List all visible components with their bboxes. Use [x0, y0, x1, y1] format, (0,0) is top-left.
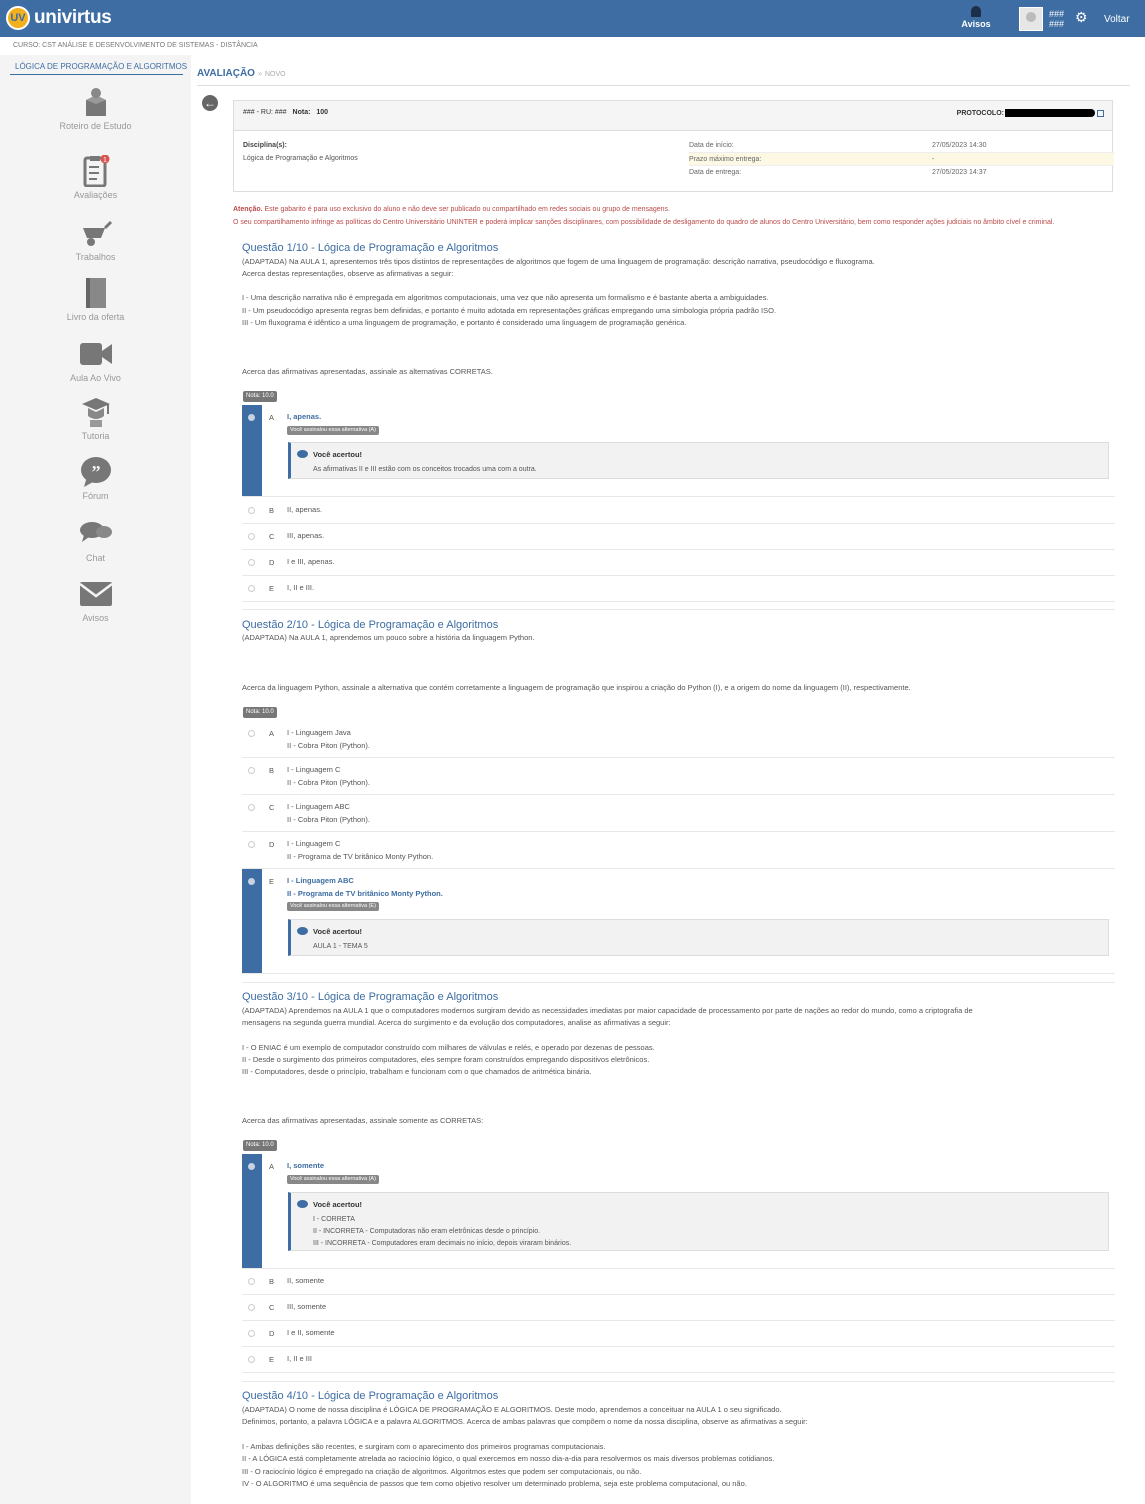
statement-line: II - Desde o surgimento dos primeiros computadores, eles sempre foram construídos empregando dispositivos eletrônicos. [242, 1055, 650, 1064]
sidebar-item-label: Chat [85, 553, 105, 563]
graduation-cap-icon [80, 396, 112, 428]
alternative-letter: B [269, 506, 275, 515]
radio-button[interactable] [248, 533, 255, 540]
user-line1: ### [1049, 9, 1065, 19]
alternative-text-line: II - Programa de TV britânico Monty Python. [287, 852, 434, 861]
alternative-letter: B [269, 1277, 275, 1286]
exam-info-box [233, 100, 1113, 192]
alternative-e[interactable] [242, 869, 1115, 974]
alternative-text-line: I - Linguagem C [287, 765, 341, 774]
radio-button[interactable] [248, 1356, 255, 1363]
logo-text: univirtus [34, 7, 112, 28]
page-title [197, 68, 286, 79]
feedback-text: As afirmativas II e III estão com os conceitos trocados uma com a outra. [313, 466, 537, 473]
title-separator: » [257, 69, 263, 78]
statement-line: III - O raciocínio lógico é empregado na criação de algoritmos. Algoritmos estes que podem ser computacionais, ou não. [242, 1467, 642, 1476]
page-title-text: AVALIAÇÃO [197, 68, 255, 79]
sidebar-item-trabalhos[interactable] [0, 217, 191, 262]
nota-value: 100 [316, 109, 329, 116]
wheelbarrow-icon [79, 217, 113, 249]
statement-line: I - Uma descrição narrativa não é empregada em algoritmos computacionais, uma vez que não apresenta um formalismo e é bastante aberta a ambiguidades. [242, 293, 769, 302]
disciplina-label: Disciplina(s): [243, 142, 287, 149]
alternative-b[interactable] [242, 758, 1115, 795]
alternative-d[interactable] [242, 1321, 1115, 1347]
radio-button[interactable] [248, 1304, 255, 1311]
top-bar [0, 0, 1145, 37]
alternative-text: III, apenas. [287, 531, 325, 540]
alternative-letter: E [269, 584, 275, 593]
alternative-text-line: II - Cobra Piton (Python). [287, 741, 370, 750]
nota-badge: Nota: 10.0 [243, 391, 277, 402]
alternative-a[interactable] [242, 1154, 1115, 1269]
nota-badge: Nota: 10.0 [243, 1140, 277, 1151]
sidebar-item-label: Aula Ao Vivo [70, 373, 121, 383]
question-title: Questão 2/10 - Lógica de Programação e Algoritmos [242, 619, 499, 631]
selected-tag: Você assinalou essa alternativa (E) [287, 902, 379, 911]
statement-line: III - Um fluxograma é idêntico a uma linguagem de programação, e portanto é considerado uma linguagem de programação genérica. [242, 318, 687, 327]
radio-button[interactable] [248, 559, 255, 566]
alternative-text: I e III, apenas. [287, 557, 335, 566]
protocolo [957, 109, 1104, 117]
alternative-text-line: I - Linguagem C [287, 839, 341, 848]
statement-line: IV - O ALGORITMO é uma sequência de passos que tem como objetivo resolver um determinado problema, seja este problema computacional, ou não. [242, 1479, 747, 1488]
sidebar-item-aula-ao-vivo[interactable] [0, 338, 191, 383]
selected-tag: Você assinalou essa alternativa (A) [287, 426, 379, 435]
radio-button[interactable] [248, 507, 255, 514]
warning-bold: Atenção. [233, 206, 263, 213]
nota-badge: Nota: 10.0 [243, 707, 277, 718]
alternative-e[interactable] [242, 576, 1115, 602]
statement-line: Definimos, portanto, a palavra LÓGICA e a palavra ALGORITMOS. Acerca de ambas palavras que compõem o nome da nossa disciplina, observe as afirmativas a seguir: [242, 1417, 808, 1426]
exam-info-header [234, 101, 1112, 131]
sidebar-item-label: Trabalhos [75, 252, 116, 262]
voltar-link[interactable]: Voltar [1104, 14, 1130, 25]
radio-button[interactable] [248, 414, 255, 421]
svg-text:”: ” [91, 462, 100, 482]
alternative-letter: C [269, 803, 275, 812]
divider [242, 1381, 1115, 1382]
date-label: Prazo máximo entrega: [689, 156, 762, 163]
alternative-c[interactable] [242, 795, 1115, 832]
statement-line: (ADAPTADA) O nome de nossa disciplina é LÓGICA DE PROGRAMAÇÃO E ALGORITMOS. Deste modo, aprendemos a conceituar na AULA 1 o seu significado. [242, 1405, 782, 1414]
dates-table [689, 139, 1114, 178]
warning-text: Este gabarito é para uso exclusivo do aluno e não deve ser publicado ou compartilhado em redes sociais ou grupo de mensagens. [264, 206, 670, 213]
divider [197, 85, 1130, 86]
alternative-letter: A [269, 413, 275, 422]
comment-icon [297, 1200, 308, 1208]
clipboard-icon [79, 155, 113, 187]
alternative-text-line: II - Cobra Piton (Python). [287, 778, 370, 787]
alternative-text-line: I - Linguagem ABC [287, 802, 350, 811]
statement-line: I - O ENIAC é um exemplo de computador construído com milhares de válvulas e relés, e operado por dezenas de pessoas. [242, 1043, 655, 1052]
alternative-letter: A [269, 729, 275, 738]
date-value: 27/05/2023 14:30 [932, 142, 987, 149]
feedback-title: Você acertou! [313, 450, 363, 459]
sidebar-discipline-link[interactable]: LÓGICA DE PROGRAMAÇÃO E ALGORITMOS [15, 62, 188, 71]
statement-line: II - A LÓGICA está completamente atrelada ao raciocínio lógico, o qual exercemos em nosso dia-a-dia para resolvermos os mais diversos problemas cotidianos. [242, 1454, 775, 1463]
alternative-a[interactable] [242, 721, 1115, 758]
divider [242, 982, 1115, 983]
sidebar-item-label: Fórum [82, 491, 109, 501]
date-label: Data de início: [689, 142, 734, 149]
envelope-icon [79, 578, 113, 610]
avatar[interactable] [1019, 7, 1043, 31]
book-icon [83, 277, 109, 309]
sidebar-item-livro[interactable] [0, 277, 191, 322]
alternative-letter: D [269, 558, 275, 567]
radio-button[interactable] [248, 1163, 255, 1170]
date-label: Data de entrega: [689, 169, 742, 176]
univirtus-logo[interactable] [6, 6, 112, 30]
alternative-letter: E [269, 1355, 275, 1364]
sidebar-item-roteiro[interactable] [0, 86, 191, 131]
feedback-text: III - INCORRETA - Computadores eram decimais no início, depois viraram binários. [313, 1240, 572, 1247]
question-prompt: Acerca das afirmativas apresentadas, assinale somente as CORRETAS: [242, 1116, 484, 1125]
radio-button[interactable] [248, 1330, 255, 1337]
warning-line-1 [233, 206, 670, 213]
warning-line-2: O seu compartilhamento infringe as políticas do Centro Universitário UNINTER e poderá implicar sanções disciplinares, com possibilidade de desligamento do quadro de alunos do Centro Universitário, bem como responder ações judiciais no âmbito cível e criminal. [233, 219, 1055, 226]
radio-button[interactable] [248, 841, 255, 848]
statement-line: (ADAPTADA) Na AULA 1, aprendemos um pouco sobre a história da linguagem Python. [242, 633, 535, 642]
feedback-box [288, 919, 1109, 956]
alternative-a[interactable] [242, 405, 1115, 497]
alternative-letter: D [269, 1329, 275, 1338]
box-icon [81, 86, 111, 118]
date-row [689, 152, 1114, 165]
alternative-text: I, II e III. [287, 583, 315, 592]
alternative-letter: A [269, 1162, 275, 1171]
sidebar-item-avisos[interactable] [0, 578, 191, 623]
alternative-text-line: II - Programa de TV britânico Monty Python. [287, 889, 443, 898]
statement-line: (ADAPTADA) Na AULA 1, apresentemos três tipos distintos de representações de algoritmos que fogem de uma linguagem de programação: descrição narrativa, pseudocódigo e fluxograma. [242, 257, 875, 266]
question-title: Questão 4/10 - Lógica de Programação e Algoritmos [242, 1390, 499, 1402]
question-prompt: Acerca das afirmativas apresentadas, assinale as alternativas CORRETAS. [242, 367, 493, 376]
alternative-c[interactable] [242, 1295, 1115, 1321]
statement-line: III - Computadores, desde o princípio, trabalham e funcionam com o que chamados de aritmética binária. [242, 1067, 592, 1076]
statement-line: Acerca destas representações, observe as afirmativas a seguir: [242, 269, 454, 278]
alternative-text: II, apenas. [287, 505, 323, 514]
question-title: Questão 3/10 - Lógica de Programação e Algoritmos [242, 991, 499, 1003]
selected-bar [242, 1154, 262, 1268]
sidebar-item-forum[interactable] [0, 456, 191, 501]
alternative-letter: E [269, 877, 275, 886]
selected-tag: Você assinalou essa alternativa (A) [287, 1175, 379, 1184]
radio-button[interactable] [248, 878, 255, 885]
disciplina-value: Lógica de Programação e Algoritmos [243, 155, 358, 162]
statement-line: I - Ambas definições são recentes, e surgiram com o aparecimento dos primeiros programas computacionais. [242, 1442, 606, 1451]
redacted-protocol [1005, 109, 1095, 117]
alternative-b[interactable] [242, 1269, 1115, 1295]
feedback-title: Você acertou! [313, 927, 363, 936]
user-line2: ### [1049, 19, 1065, 29]
alternative-text: I, apenas. [287, 412, 322, 421]
alternative-letter: B [269, 766, 275, 775]
avisos-button[interactable] [958, 6, 994, 29]
alternative-text: I e II, somente [287, 1328, 335, 1337]
divider [242, 609, 1115, 610]
course-breadcrumb: CURSO: CST ANÁLISE E DESENVOLVIMENTO DE SISTEMAS - DISTÂNCIA [13, 42, 258, 49]
statement-line: II - Um pseudocódigo apresenta regras bem definidas, e portanto é muito adotada em representações gráficas empregando uma simbologia própria padrão ISO. [242, 306, 777, 315]
alternative-text-line: I - Linguagem Java [287, 728, 351, 737]
alternative-letter: C [269, 1303, 275, 1312]
badge-count: 1 [102, 157, 107, 164]
alternative-c[interactable] [242, 524, 1115, 550]
radio-button[interactable] [248, 804, 255, 811]
feedback-box [288, 1192, 1109, 1251]
alternative-text-line: I - Linguagem ABC [287, 876, 354, 885]
radio-button[interactable] [248, 585, 255, 592]
sidebar-item-tutoria[interactable] [0, 396, 191, 441]
date-row [689, 165, 1114, 178]
date-value: - [932, 156, 935, 163]
feedback-text: II - INCORRETA - Computadoras não eram eletrônicas desde o princípio. [313, 1228, 541, 1235]
logo-badge: UV [6, 6, 30, 30]
student-id: ### - RU: ### [243, 109, 287, 116]
alternative-letter: C [269, 532, 275, 541]
user-info [1049, 9, 1064, 29]
radio-button[interactable] [248, 767, 255, 774]
quote-bubble-icon [80, 456, 112, 488]
statement-line: mensagens na segunda guerra mundial. Acerca do surgimento e da evolução dos computadores, analise as afirmativas a seguir: [242, 1018, 671, 1027]
avisos-label: Avisos [961, 19, 991, 29]
comment-icon [297, 450, 308, 458]
question-prompt: Acerca da linguagem Python, assinale a alternativa que contém corretamente a linguagem de programação que inspirou a criação do Python (I), e a origem do nome da linguagem (II), respectivamente. [242, 683, 911, 692]
video-camera-icon [78, 338, 114, 370]
chat-bubbles-icon [79, 518, 113, 550]
copy-icon[interactable] [1097, 110, 1104, 117]
radio-button[interactable] [248, 730, 255, 737]
radio-button[interactable] [248, 1278, 255, 1285]
page-subtitle: NOVO [264, 71, 286, 78]
feedback-box [288, 442, 1109, 479]
alternative-b[interactable] [242, 498, 1115, 524]
divider [10, 74, 183, 75]
back-arrow-icon[interactable]: ← [204, 96, 216, 110]
alternative-d[interactable] [242, 832, 1115, 869]
nota-label: Nota: [292, 109, 311, 116]
alternative-letter: D [269, 840, 275, 849]
sidebar-item-label: Tutoria [81, 431, 110, 441]
feedback-text: I - CORRETA [313, 1216, 355, 1223]
question-title: Questão 1/10 - Lógica de Programação e Algoritmos [242, 242, 499, 254]
sidebar-item-label: Livro da oferta [66, 312, 125, 322]
bell-icon [971, 6, 981, 17]
student-id-line [243, 109, 328, 116]
date-row [689, 139, 1114, 152]
sidebar-item-label: Roteiro de Estudo [59, 121, 132, 131]
sidebar-item-avaliacoes[interactable] [0, 155, 191, 200]
feedback-title: Você acertou! [313, 1200, 363, 1209]
alternative-text: III, somente [287, 1302, 327, 1311]
sidebar-item-chat[interactable] [0, 518, 191, 563]
sidebar-item-label: Avaliações [73, 190, 118, 200]
statement-line: (ADAPTADA) Aprendemos na AULA 1 que o computadores modernos surgiram devido as necessidades imediatas por maior capacidade de processamento por parte de nações ao redor do mundo, como a criptografia de [242, 1006, 973, 1015]
alternative-text: II, somente [287, 1276, 325, 1285]
sidebar-item-label: Avisos [82, 613, 109, 623]
sidebar [0, 55, 191, 1504]
protocolo-label: PROTOCOLO: [956, 109, 1004, 117]
alternative-d[interactable] [242, 550, 1115, 576]
comment-icon [297, 927, 308, 935]
alternative-e[interactable] [242, 1347, 1115, 1373]
date-value: 27/05/2023 14:37 [932, 169, 987, 176]
gear-icon[interactable]: ⚙ [1075, 9, 1088, 25]
alternative-text: I, somente [287, 1161, 325, 1170]
alternative-text-line: II - Cobra Piton (Python). [287, 815, 370, 824]
feedback-text: AULA 1 - TEMA 5 [313, 943, 368, 950]
alternative-text: I, II e III [287, 1354, 313, 1363]
